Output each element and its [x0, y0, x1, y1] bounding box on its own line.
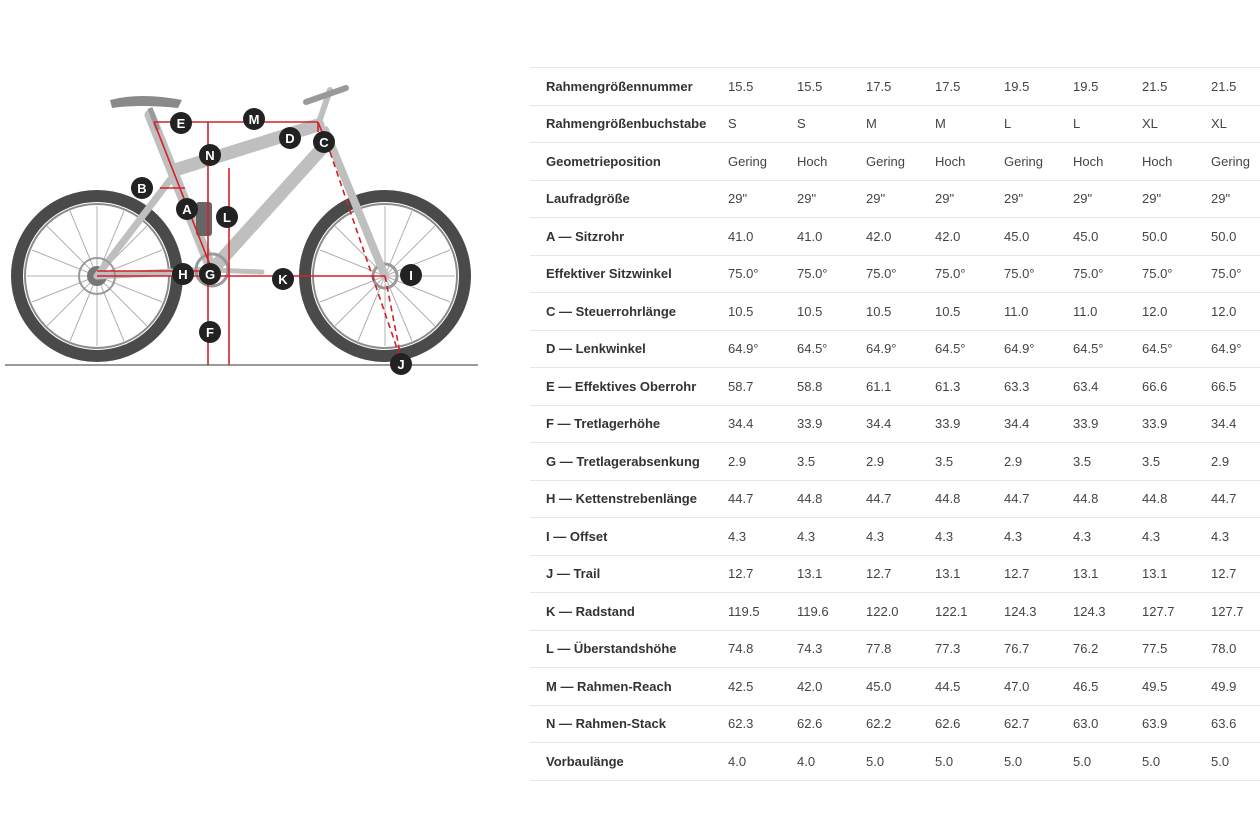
table-cell: 41.0 [728, 218, 797, 256]
table-cell: 5.0 [1004, 743, 1073, 781]
dimension-lines [97, 122, 402, 365]
table-cell: 44.7 [866, 480, 935, 518]
table-row [530, 330, 1260, 368]
row-label: D — Lenkwinkel [530, 330, 728, 368]
table-cell: 34.4 [1211, 405, 1260, 443]
table-cell: XL [1211, 105, 1260, 143]
table-cell: 75.0° [728, 255, 797, 293]
table-row [530, 255, 1260, 293]
table-cell: 76.7 [1004, 630, 1073, 668]
row-label: H — Kettenstrebenlänge [530, 480, 728, 518]
table-cell: S [728, 105, 797, 143]
table-cell: 4.3 [728, 518, 797, 556]
table-cell: Gering [866, 143, 935, 181]
table-cell: 63.6 [1211, 705, 1260, 743]
table-cell: XL [1142, 105, 1211, 143]
table-cell: 75.0° [1142, 255, 1211, 293]
table-cell: 21.5 [1211, 68, 1260, 106]
table-cell: 4.3 [1142, 518, 1211, 556]
table-cell: 76.2 [1073, 630, 1142, 668]
row-label: M — Rahmen-Reach [530, 668, 728, 706]
table-cell: 62.7 [1004, 705, 1073, 743]
svg-text:L: L [223, 210, 231, 225]
table-cell: 64.9° [1211, 330, 1260, 368]
table-cell: 29" [797, 180, 866, 218]
svg-text:G: G [204, 267, 216, 282]
table-row [530, 480, 1260, 518]
table-cell: 124.3 [1073, 593, 1142, 631]
table-cell: 63.9 [1142, 705, 1211, 743]
table-cell: 5.0 [1073, 743, 1142, 781]
table-cell: 46.5 [1073, 668, 1142, 706]
table-cell: 75.0° [1073, 255, 1142, 293]
table-cell: 12.7 [728, 555, 797, 593]
svg-text:N: N [205, 148, 215, 163]
row-label: L — Überstandshöhe [530, 630, 728, 668]
marker-i [400, 264, 422, 286]
svg-text:B: B [137, 181, 147, 196]
table-row [530, 443, 1260, 481]
row-label: A — Sitzrohr [530, 218, 728, 256]
table-cell: 2.9 [866, 443, 935, 481]
table-cell: 74.8 [728, 630, 797, 668]
table-cell: 12.0 [1142, 293, 1211, 331]
table-cell: 12.7 [1004, 555, 1073, 593]
table-cell: S [797, 105, 866, 143]
table-cell: 66.5 [1211, 368, 1260, 406]
table-cell: Gering [1211, 143, 1260, 181]
table-cell: 64.9° [866, 330, 935, 368]
marker-a [176, 198, 198, 220]
row-label: K — Radstand [530, 593, 728, 631]
table-cell: 4.3 [935, 518, 1004, 556]
table-cell: 12.7 [866, 555, 935, 593]
table-cell: 64.9° [728, 330, 797, 368]
table-cell: 4.3 [1073, 518, 1142, 556]
table-cell: 10.5 [728, 293, 797, 331]
table-cell: 10.5 [797, 293, 866, 331]
table-row [530, 180, 1260, 218]
table-cell: 64.5° [797, 330, 866, 368]
svg-text:A: A [182, 202, 192, 217]
table-cell: 47.0 [1004, 668, 1073, 706]
marker-b [131, 177, 153, 199]
table-cell: 64.9° [1004, 330, 1073, 368]
table-cell: 29" [1211, 180, 1260, 218]
table-cell: 4.3 [1004, 518, 1073, 556]
row-label: E — Effektives Oberrohr [530, 368, 728, 406]
svg-text:H: H [178, 267, 188, 282]
table-cell: 4.3 [866, 518, 935, 556]
table-cell: 45.0 [1073, 218, 1142, 256]
table-cell: Gering [1004, 143, 1073, 181]
table-cell: 119.6 [797, 593, 866, 631]
table-cell: 11.0 [1073, 293, 1142, 331]
table-cell: 33.9 [797, 405, 866, 443]
table-cell: 42.0 [935, 218, 1004, 256]
table-cell: 19.5 [1004, 68, 1073, 106]
table-cell: 10.5 [866, 293, 935, 331]
table-row [530, 68, 1260, 106]
table-cell: 15.5 [797, 68, 866, 106]
table-cell: 44.8 [797, 480, 866, 518]
table-cell: 13.1 [797, 555, 866, 593]
svg-text:J: J [397, 357, 405, 372]
row-label: Vorbaulänge [530, 743, 728, 781]
table-cell: 13.1 [935, 555, 1004, 593]
table-row [530, 705, 1260, 743]
row-label: C — Steuerrohrlänge [530, 293, 728, 331]
table-cell: 62.2 [866, 705, 935, 743]
table-cell: 62.6 [797, 705, 866, 743]
svg-text:I: I [409, 268, 413, 283]
table-cell: 33.9 [1073, 405, 1142, 443]
svg-text:D: D [285, 131, 295, 146]
table-cell: 45.0 [1004, 218, 1073, 256]
geometry-table [530, 67, 1260, 781]
table-cell: Hoch [797, 143, 866, 181]
table-cell: 62.3 [728, 705, 797, 743]
table-cell: 33.9 [935, 405, 1004, 443]
table-cell: 29" [728, 180, 797, 218]
table-row [530, 668, 1260, 706]
table-cell: 2.9 [728, 443, 797, 481]
table-cell: 75.0° [797, 255, 866, 293]
table-cell: 77.3 [935, 630, 1004, 668]
marker-n [199, 144, 221, 166]
row-label: Rahmengrößenbuchstabe [530, 105, 728, 143]
table-cell: 2.9 [1004, 443, 1073, 481]
table-row [530, 743, 1260, 781]
table-cell: 61.3 [935, 368, 1004, 406]
row-label: J — Trail [530, 555, 728, 593]
table-cell: 75.0° [1004, 255, 1073, 293]
table-cell: 19.5 [1073, 68, 1142, 106]
table-cell: 21.5 [1142, 68, 1211, 106]
table-cell: 124.3 [1004, 593, 1073, 631]
table-cell: Hoch [935, 143, 1004, 181]
table-cell: 33.9 [1142, 405, 1211, 443]
table-cell: 34.4 [1004, 405, 1073, 443]
table-cell: 4.0 [728, 743, 797, 781]
table-cell: 61.1 [866, 368, 935, 406]
marker-j [390, 353, 412, 375]
table-row [530, 368, 1260, 406]
table-cell: 75.0° [1211, 255, 1260, 293]
svg-text:F: F [206, 325, 214, 340]
row-label: F — Tretlagerhöhe [530, 405, 728, 443]
table-cell: 29" [935, 180, 1004, 218]
table-cell: 64.5° [1073, 330, 1142, 368]
table-cell: 17.5 [935, 68, 1004, 106]
table-cell: 127.7 [1211, 593, 1260, 631]
table-cell: 12.7 [1211, 555, 1260, 593]
svg-text:C: C [319, 135, 329, 150]
table-cell: 3.5 [1073, 443, 1142, 481]
table-cell: 11.0 [1004, 293, 1073, 331]
table-cell: 13.1 [1073, 555, 1142, 593]
row-label: Rahmengrößennummer [530, 68, 728, 106]
marker-d [279, 127, 301, 149]
table-cell: 44.5 [935, 668, 1004, 706]
table-cell: 78.0 [1211, 630, 1260, 668]
table-cell: 3.5 [1142, 443, 1211, 481]
table-cell: 119.5 [728, 593, 797, 631]
table-cell: 75.0° [866, 255, 935, 293]
table-cell: 15.5 [728, 68, 797, 106]
table-cell: Hoch [1142, 143, 1211, 181]
table-cell: 2.9 [1211, 443, 1260, 481]
table-row [530, 105, 1260, 143]
table-cell: 74.3 [797, 630, 866, 668]
table-row [530, 555, 1260, 593]
table-cell: 29" [1073, 180, 1142, 218]
table-row [530, 143, 1260, 181]
table-row [530, 405, 1260, 443]
table-cell: 50.0 [1142, 218, 1211, 256]
table-cell: 58.7 [728, 368, 797, 406]
table-cell: 4.0 [797, 743, 866, 781]
table-cell: 77.8 [866, 630, 935, 668]
table-cell: 63.0 [1073, 705, 1142, 743]
table-cell: 77.5 [1142, 630, 1211, 668]
table-cell: 63.4 [1073, 368, 1142, 406]
table-cell: 64.5° [1142, 330, 1211, 368]
row-label: G — Tretlagerabsenkung [530, 443, 728, 481]
svg-text:K: K [278, 272, 288, 287]
table-row [530, 218, 1260, 256]
table-cell: 50.0 [1211, 218, 1260, 256]
row-label: I — Offset [530, 518, 728, 556]
marker-k [272, 268, 294, 290]
marker-e [170, 112, 192, 134]
table-cell: L [1073, 105, 1142, 143]
table-cell: 42.5 [728, 668, 797, 706]
table-cell: 29" [866, 180, 935, 218]
table-cell: 3.5 [797, 443, 866, 481]
table-cell: 10.5 [935, 293, 1004, 331]
table-cell: 58.8 [797, 368, 866, 406]
table-cell: 45.0 [866, 668, 935, 706]
table-cell: 44.7 [1211, 480, 1260, 518]
marker-m [243, 108, 265, 130]
table-row [530, 630, 1260, 668]
table-cell: 49.5 [1142, 668, 1211, 706]
table-cell: 75.0° [935, 255, 1004, 293]
table-cell: Hoch [1073, 143, 1142, 181]
svg-text:M: M [248, 112, 260, 127]
row-label: Laufradgröße [530, 180, 728, 218]
table-cell: 42.0 [797, 668, 866, 706]
table-cell: 41.0 [797, 218, 866, 256]
table-cell: 127.7 [1142, 593, 1211, 631]
table-cell: 62.6 [935, 705, 1004, 743]
table-cell: Gering [728, 143, 797, 181]
table-cell: 42.0 [866, 218, 935, 256]
table-cell: 34.4 [866, 405, 935, 443]
table-cell: 122.1 [935, 593, 1004, 631]
table-cell: 44.8 [1073, 480, 1142, 518]
marker-g [199, 263, 221, 285]
marker-h [172, 263, 194, 285]
svg-text:E: E [176, 116, 186, 131]
table-cell: 44.7 [728, 480, 797, 518]
table-cell: 44.7 [1004, 480, 1073, 518]
table-cell: 5.0 [1142, 743, 1211, 781]
table-cell: 64.5° [935, 330, 1004, 368]
table-cell: 29" [1142, 180, 1211, 218]
table-row [530, 293, 1260, 331]
table-cell: 5.0 [866, 743, 935, 781]
bike-geometry-diagram [0, 70, 490, 390]
geometry-table-body [530, 68, 1260, 781]
marker-f [199, 321, 221, 343]
row-label: Geometrieposition [530, 143, 728, 181]
table-cell: 44.8 [1142, 480, 1211, 518]
table-cell: L [1004, 105, 1073, 143]
table-row [530, 593, 1260, 631]
table-cell: M [935, 105, 1004, 143]
marker-l [216, 206, 238, 228]
table-cell: 34.4 [728, 405, 797, 443]
table-cell: 66.6 [1142, 368, 1211, 406]
table-cell: 5.0 [935, 743, 1004, 781]
table-row [530, 518, 1260, 556]
marker-c [313, 131, 335, 153]
table-cell: 5.0 [1211, 743, 1260, 781]
table-cell: M [866, 105, 935, 143]
table-cell: 4.3 [1211, 518, 1260, 556]
row-label: Effektiver Sitzwinkel [530, 255, 728, 293]
table-cell: 49.9 [1211, 668, 1260, 706]
table-cell: 12.0 [1211, 293, 1260, 331]
table-cell: 13.1 [1142, 555, 1211, 593]
table-cell: 4.3 [797, 518, 866, 556]
table-cell: 44.8 [935, 480, 1004, 518]
table-cell: 63.3 [1004, 368, 1073, 406]
table-cell: 29" [1004, 180, 1073, 218]
table-cell: 17.5 [866, 68, 935, 106]
table-cell: 3.5 [935, 443, 1004, 481]
row-label: N — Rahmen-Stack [530, 705, 728, 743]
table-cell: 122.0 [866, 593, 935, 631]
